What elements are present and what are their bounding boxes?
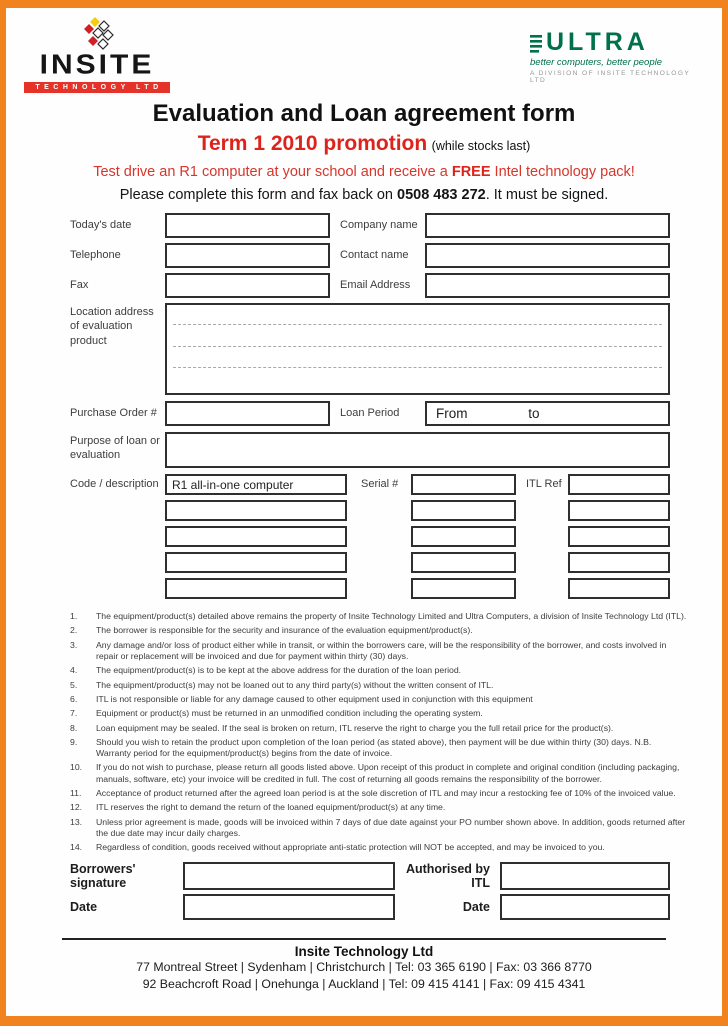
term-item [70, 640, 688, 663]
term-number: 8. [70, 722, 78, 733]
offer-text: Test drive an R1 computer at your school and receive a [93, 164, 452, 180]
code-description-input[interactable] [165, 552, 347, 573]
term-number: 3. [70, 639, 78, 650]
term-text: The equipment/product(s) may not be loaned out to any third party(s) without the written consent of ITL. [96, 679, 494, 690]
itl-ref-input[interactable] [568, 500, 670, 521]
term-item [70, 762, 688, 785]
offer-free-word: FREE [451, 164, 491, 180]
terms-list [70, 611, 688, 854]
field-label: Fax [70, 279, 89, 292]
term-item [70, 665, 688, 676]
code-description-input[interactable] [165, 474, 347, 495]
term-number: 13. [70, 816, 83, 827]
contact-row [70, 213, 670, 238]
field-label: Loan Period [340, 407, 400, 420]
serial-input[interactable] [411, 474, 516, 495]
footer-divider [62, 938, 666, 940]
fax-instruction-line [6, 187, 722, 203]
term-number: 4. [70, 665, 78, 676]
code-description-input[interactable] [165, 500, 347, 521]
term-number: 11. [70, 788, 82, 799]
term-text: Acceptance of product returned after the agreed loan period is at the sole discretion of ITL and may incur a restocking fee of 10% of the invoiced value. [96, 788, 676, 799]
field-label: ITL Ref [526, 478, 562, 491]
form-fields [70, 213, 670, 599]
loan-period-box[interactable] [425, 401, 670, 426]
term-item [70, 842, 688, 853]
term-item [70, 611, 688, 622]
term-number: 10. [70, 762, 83, 773]
code-description-input[interactable] [165, 578, 347, 599]
promo-title: Term 1 2010 promotion [197, 132, 428, 155]
header [6, 8, 722, 94]
date-row [70, 894, 670, 920]
serial-input[interactable] [411, 500, 516, 521]
equipment-row [70, 552, 670, 573]
term-item [70, 723, 688, 734]
equipment-row [70, 578, 670, 599]
fax-text: Please complete this form and fax back on [119, 187, 398, 203]
offer-line [6, 164, 722, 180]
promo-note: (while stocks last) [431, 139, 531, 153]
insite-diamonds-icon [72, 16, 122, 50]
contact-row [70, 243, 670, 268]
term-text: The borrower is responsible for the security and insurance of the evaluation equipment/product(s). [96, 625, 473, 636]
location-address-box[interactable] [165, 303, 670, 395]
footer-address-auckland: 92 Beachcroft Road | Onehunga | Auckland | Tel: 09 415 4141 | Fax: 09 415 4341 [142, 976, 586, 991]
page-title: Evaluation and Loan agreement form [152, 100, 576, 127]
equipment-row [70, 526, 670, 547]
serial-input[interactable] [411, 526, 516, 547]
date-right-label: Date [462, 899, 490, 914]
term-text: Regardless of condition, goods received without appropriate anti-static protection will NOT be accepted, and may be invoiced to you. [96, 842, 605, 853]
fax-input[interactable] [165, 273, 330, 298]
borrower-date-input[interactable] [183, 894, 395, 920]
term-text: Any damage and/or loss of product either while in transit, or within the borrowers care, will be the responsibility of the borrower, and costs involved in repair or replacement will be invoiced and due for payment within thirty (30) days. [96, 639, 667, 661]
footer-company-name: Insite Technology Ltd [294, 943, 434, 959]
ultra-wordmark: ULTRA [546, 28, 649, 56]
serial-input[interactable] [411, 578, 516, 599]
title-block [6, 100, 722, 203]
telephone-input[interactable] [165, 243, 330, 268]
term-text: Equipment or product(s) must be returned in an unmodified condition including the operating system. [96, 708, 483, 719]
term-text: If you do not wish to purchase, please return all goods listed above. Upon receipt of this product in complete and original condition (including packaging, manuals, software, etc) your invoice will be credited in full. The cost of returning all goods remains the responsibility of the borrower. [96, 762, 680, 784]
dotted-line [173, 367, 662, 368]
itl-ref-input[interactable] [568, 526, 670, 547]
insite-wordmark: INSITE [39, 49, 155, 80]
term-number: 5. [70, 679, 78, 690]
borrower-signature-input[interactable] [183, 862, 395, 890]
ultra-division-line: A DIVISION OF INSITE TECHNOLOGY LTD [530, 70, 691, 84]
term-text: ITL is not responsible or liable for any damage caused to other equipment used in conjunction with this equipment [96, 693, 533, 704]
serial-input[interactable] [411, 552, 516, 573]
contact-name-input[interactable] [425, 243, 670, 268]
field-label: Telephone [70, 249, 121, 262]
field-label: Location address of evaluation product [70, 306, 154, 347]
term-number: 9. [70, 736, 78, 747]
term-item [70, 694, 688, 705]
signature-area [70, 862, 670, 920]
fax-text-end: . It must be signed. [485, 187, 609, 203]
field-label: Purchase Order # [70, 407, 157, 420]
itl-date-input[interactable] [500, 894, 670, 920]
insite-logo [26, 16, 168, 93]
itl-ref-input[interactable] [568, 552, 670, 573]
term-number: 2. [70, 625, 78, 636]
equipment-row [70, 474, 670, 495]
borrower-signature-label: Borrowers' signature [70, 861, 136, 890]
term-item [70, 708, 688, 719]
field-label: Today's date [70, 219, 132, 232]
dotted-line [173, 346, 662, 347]
offer-text-end: Intel technology pack! [490, 164, 635, 180]
loan-to-label: to [528, 406, 540, 421]
contact-rows [70, 213, 670, 298]
fax-number: 0508 483 272 [397, 187, 486, 203]
field-label: Contact name [340, 249, 409, 262]
term-text: The equipment/product(s) detailed above remains the property of Insite Technology Limited and Ultra Computers, a division of Insite Technology Ltd (ITL). [96, 611, 687, 621]
term-item [70, 788, 688, 799]
term-text: Loan equipment may be sealed. If the seal is broken on return, ITL reserve the right to charge you the full retail price for the product(s). [96, 722, 614, 733]
term-item [70, 817, 688, 840]
term-number: 14. [70, 842, 83, 853]
term-number: 6. [70, 693, 78, 704]
purpose-row [70, 432, 670, 468]
term-text: ITL reserves the right to demand the return of the loaned equipment/product(s) at any time. [96, 802, 446, 813]
term-text: Unless prior agreement is made, goods will be invoiced within 7 days of due date against your PO number shown above. In addition, goods returned after the due date may incur daily charges. [96, 816, 686, 838]
ultra-logo [530, 16, 698, 84]
ultra-lines-icon [530, 33, 543, 53]
company-name-input[interactable] [425, 213, 670, 238]
insite-sub-banner: TECHNOLOGY LTD [24, 82, 170, 93]
code-description-input[interactable] [165, 526, 347, 547]
field-label: Company name [340, 219, 418, 232]
term-number: 7. [70, 708, 78, 719]
email-address-input[interactable] [425, 273, 670, 298]
authorised-by-label: Authorised by ITL [405, 861, 490, 890]
field-label: Email Address [340, 279, 411, 292]
date-left-label: Date [70, 899, 98, 914]
term-text: Should you wish to retain the product upon completion of the loan period (as stated above), then payment will be due within thirty (30) days. N.B. Warranty period for the equipment/product(s) begins from the date of invoice. [96, 736, 652, 759]
field-label: Code / description [70, 478, 159, 491]
todays-date-input[interactable] [165, 213, 330, 238]
location-row [70, 303, 670, 395]
term-item [70, 737, 688, 760]
term-number: 1. [70, 611, 78, 621]
purchase-order-row [70, 401, 670, 426]
promo-line [6, 132, 722, 156]
dotted-line [173, 324, 662, 325]
footer [6, 938, 722, 993]
itl-ref-input[interactable] [568, 578, 670, 599]
field-label: Purpose of loan or evaluation [70, 435, 160, 462]
term-item [70, 802, 688, 813]
signature-row [70, 862, 670, 888]
equipment-rows [70, 474, 670, 599]
itl-ref-input[interactable] [568, 474, 670, 495]
equipment-row [70, 500, 670, 521]
field-label: Serial # [361, 478, 399, 491]
ultra-tagline: better computers, better people [530, 57, 663, 68]
term-text: The equipment/product(s) is to be kept at the above address for the duration of the loan period. [96, 665, 462, 676]
authorised-by-input[interactable] [500, 862, 670, 890]
term-item [70, 680, 688, 691]
purpose-input[interactable] [165, 432, 670, 468]
contact-row [70, 273, 670, 298]
term-item [70, 625, 688, 636]
loan-from-label: From [436, 406, 468, 421]
term-number: 12. [70, 802, 83, 813]
footer-address-christchurch: 77 Montreal Street | Sydenham | Christchurch | Tel: 03 365 6190 | Fax: 03 366 8770 [136, 959, 592, 974]
purchase-order-input[interactable] [165, 401, 330, 426]
